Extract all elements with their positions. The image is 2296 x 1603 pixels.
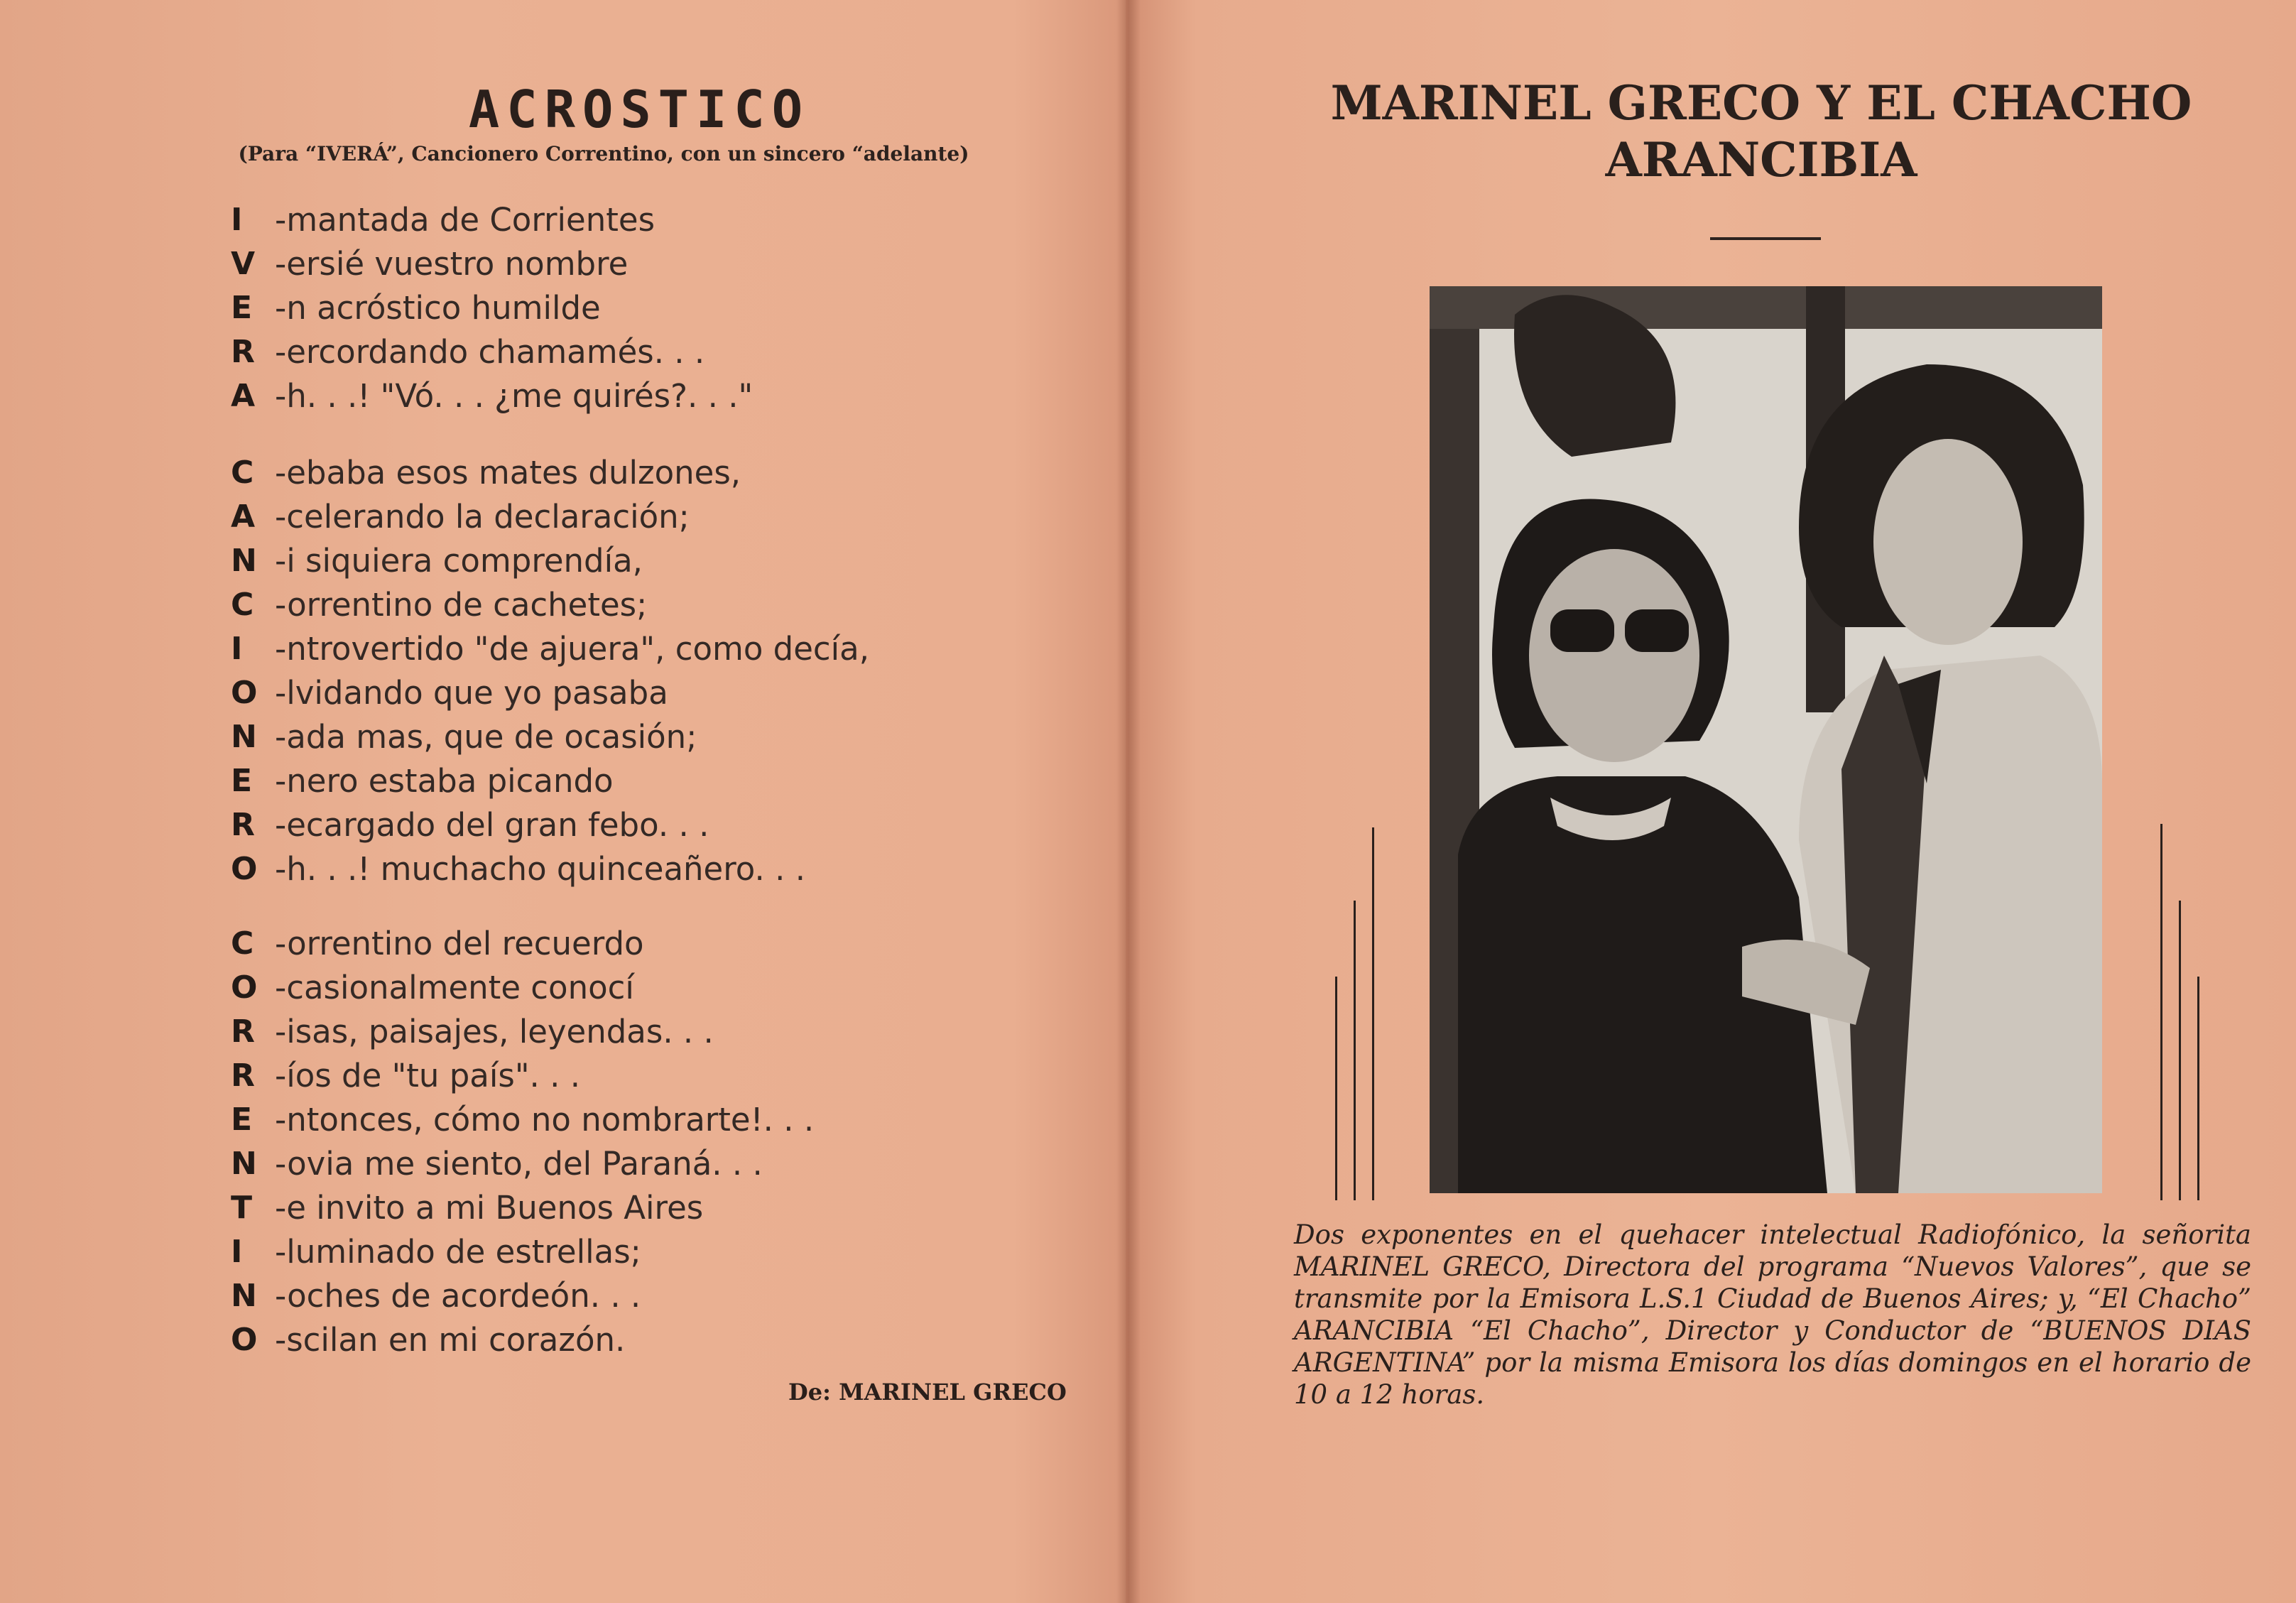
line-text: -e invito a mi Buenos Aires — [275, 1188, 704, 1227]
initial-letter: O — [231, 674, 258, 711]
poem-line — [231, 670, 869, 714]
poem-line — [231, 286, 753, 330]
decorative-line — [1335, 977, 1337, 1200]
poem-line — [231, 582, 869, 626]
line-text: -oches de acordeón. . . — [275, 1276, 641, 1315]
poem-line — [231, 330, 753, 374]
initial-letter: E — [231, 1101, 253, 1138]
initial-letter: A — [231, 498, 256, 535]
poem-line — [231, 759, 869, 803]
poem-line — [231, 1317, 814, 1362]
poem-stanza-1 — [231, 197, 753, 418]
initial-letter: E — [231, 762, 253, 799]
initial-letter: R — [231, 806, 255, 843]
initial-letter: R — [231, 1057, 255, 1094]
line-text: -celerando la declaración; — [275, 497, 690, 536]
title-divider — [1710, 237, 1821, 240]
initial-letter: E — [231, 289, 253, 326]
portrait-photo — [1430, 286, 2102, 1193]
initial-letter: T — [231, 1189, 253, 1226]
poem-line — [231, 1273, 814, 1317]
line-text: -ntonces, cómo no nombrarte!. . . — [275, 1100, 815, 1139]
poem-line — [231, 1053, 814, 1097]
decorative-line — [1354, 901, 1356, 1200]
poem-line — [231, 1097, 814, 1141]
initial-letter: N — [231, 718, 257, 755]
poem-line — [231, 1229, 814, 1273]
line-text: -ersié vuestro nombre — [275, 244, 629, 283]
line-text: -ovia me siento, del Paraná. . . — [275, 1144, 763, 1183]
initial-letter: A — [231, 377, 256, 414]
line-text: -ntrovertido "de ajuera", como decía, — [275, 629, 870, 668]
poem-line — [231, 241, 753, 286]
line-text: -n acróstico humilde — [275, 288, 601, 327]
poem-line — [231, 1141, 814, 1185]
photo-illustration — [1430, 286, 2102, 1193]
poem-line — [231, 626, 869, 670]
poem-line — [231, 494, 869, 538]
line-text: -ecargado del gran febo. . . — [275, 805, 709, 844]
poem-line — [231, 374, 753, 418]
line-text: -ada mas, que de ocasión; — [275, 717, 697, 756]
line-text: -casionalmente conocí — [275, 968, 634, 1006]
article-title-line-1: MARINEL GRECO Y EL CHACHO — [1330, 75, 2192, 131]
initial-letter: O — [231, 850, 258, 887]
line-text: -nero estaba picando — [275, 761, 614, 800]
poem-line — [231, 1009, 814, 1053]
initial-letter: N — [231, 542, 257, 579]
initial-letter: N — [231, 1277, 257, 1314]
photo-caption: Dos exponentes en el quehacer intelectual Radiofónico, la señorita MARINEL GRECO, Directora del programa “Nuevos Valores”, que se transmite por la Emisora L.S.1 Ciudad de Buenos Aires; y, “El Chacho” ARANCIBIA “El Chacho”, Director y Conductor de “BUENOS DIAS ARGENTINA” por la misma Emisora los días domingos en el horario de 10 a 12 horas. — [1294, 1219, 2251, 1410]
decorative-line — [2197, 977, 2199, 1200]
article-title — [1250, 75, 2273, 188]
article-title-line-2: ARANCIBIA — [1605, 132, 1917, 188]
initial-letter: C — [231, 925, 254, 962]
decorative-line — [2179, 901, 2181, 1200]
poem-line — [231, 197, 753, 241]
line-text: -lvidando que yo pasaba — [275, 673, 668, 712]
initial-letter: V — [231, 245, 256, 282]
book-gutter — [1116, 0, 1141, 1603]
decorative-line — [2160, 824, 2162, 1200]
poem-line — [231, 1185, 814, 1229]
line-text: -íos de "tu país". . . — [275, 1056, 581, 1094]
line-text: -h. . .! muchacho quinceañero. . . — [275, 849, 806, 888]
initial-letter: O — [231, 1321, 258, 1358]
line-text: -luminado de estrellas; — [275, 1232, 641, 1271]
line-text: -orrentino de cachetes; — [275, 585, 648, 624]
poem-line — [231, 538, 869, 582]
initial-letter: O — [231, 969, 258, 1006]
initial-letter: R — [231, 333, 255, 370]
line-text: -scilan en mi corazón. — [275, 1320, 626, 1359]
initial-letter: I — [231, 1233, 243, 1270]
acrostic-title: ACROSTICO — [468, 80, 810, 139]
acrostic-subtitle: (Para “IVERÁ”, Cancionero Correntino, con un sincero “adelante) — [238, 142, 969, 165]
poem-line — [231, 965, 814, 1009]
decorative-line — [1372, 827, 1374, 1200]
line-text: -isas, paisajes, leyendas. . . — [275, 1012, 714, 1050]
line-text: -ercordando chamamés. . . — [275, 332, 705, 371]
line-text: -orrentino del recuerdo — [275, 924, 644, 962]
poem-line — [231, 847, 869, 891]
initial-letter: C — [231, 586, 254, 623]
line-text: -mantada de Corrientes — [275, 200, 655, 239]
initial-letter: I — [231, 630, 243, 667]
line-text: -h. . .! "Vó. . . ¿me quirés?. . ." — [275, 376, 753, 415]
poem-line — [231, 921, 814, 965]
poem-stanza-3 — [231, 921, 814, 1362]
line-text: -i siquiera comprendía, — [275, 541, 643, 580]
initial-letter: I — [231, 201, 243, 238]
initial-letter: R — [231, 1013, 255, 1050]
poem-line — [231, 803, 869, 847]
poem-line — [231, 714, 869, 759]
line-text: -ebaba esos mates dulzones, — [275, 453, 741, 491]
poem-stanza-2 — [231, 450, 869, 891]
initial-letter: N — [231, 1145, 257, 1182]
poem-line — [231, 450, 869, 494]
initial-letter: C — [231, 454, 254, 491]
poem-byline: De: MARINEL GRECO — [788, 1379, 1067, 1406]
